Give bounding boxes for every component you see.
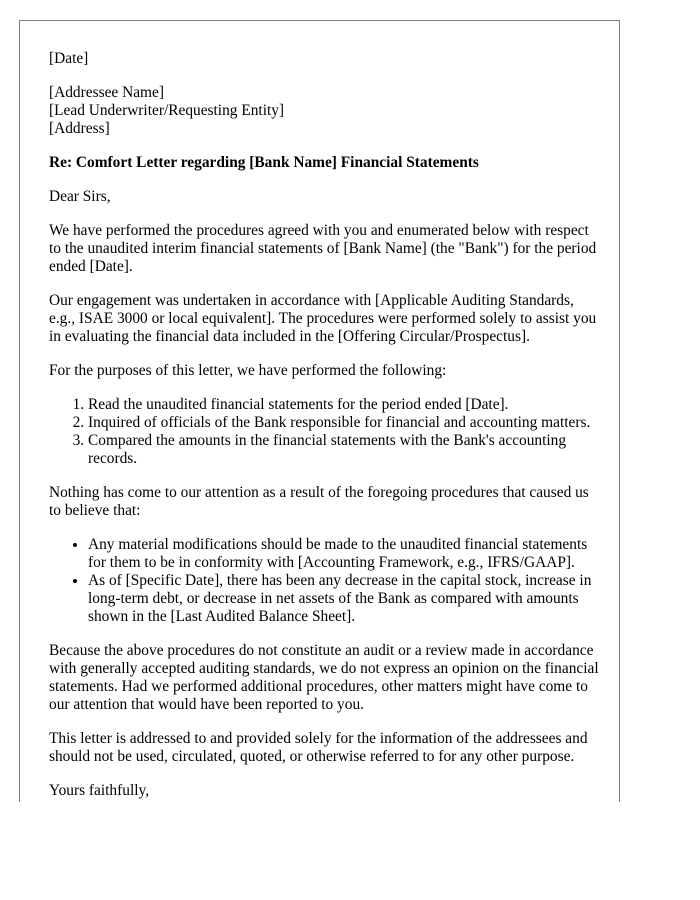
- procedures-intro: For the purposes of this letter, we have performed the following:: [49, 362, 447, 379]
- findings-intro: Nothing has come to our attention as a result of the foregoing procedures that caused us to believe that:: [49, 484, 589, 519]
- salutation: Dear Sirs,: [49, 188, 111, 205]
- intro-paragraph: We have performed the procedures agreed with you and enumerated below with respect to the unaudited interim financial statements of [Bank Name] (the "Bank") for the period ended [Date].: [49, 222, 597, 275]
- closing-line: Yours faithfully,: [49, 782, 150, 799]
- finding-item: • Any material modifications should be made to the unaudited financial statements for them to be in conformity with [Accounting Framework, e.g., IFRS/GAAP].: [88, 536, 599, 572]
- finding-item: • As of [Specific Date], there has been any decrease in the capital stock, increase in long-term debt, or decrease in net assets of the Bank as compared with amounts shown in the [Last Audited Balance Sheet].: [88, 572, 599, 626]
- procedure-item: 1. Read the unaudited financial statements for the period ended [Date].: [88, 396, 599, 414]
- restriction-paragraph: This letter is addressed to and provided solely for the information of the addressees and should not be used, circulated, quoted, or otherwise referred to for any other purpose.: [49, 730, 588, 765]
- addressee-entity: [Lead Underwriter/Requesting Entity]: [49, 102, 285, 119]
- engagement-paragraph: Our engagement was undertaken in accordance with [Applicable Auditing Standards, e.g., ISAE 3000 or local equivalent]. The procedures were performed solely to assist you in evaluating the financial data included in the [Offering Circular/Prospectus].: [49, 292, 597, 345]
- letter-page: [19, 20, 620, 802]
- procedure-item: 2. Inquired of officials of the Bank responsible for financial and accounting matters.: [88, 414, 599, 432]
- procedure-item: 3. Compared the amounts in the financial statements with the Bank's accounting records.: [88, 432, 599, 468]
- findings-list: [49, 536, 599, 626]
- letter-date: [Date]: [49, 50, 89, 67]
- subject-line: Re: Comfort Letter regarding [Bank Name] Financial Statements: [49, 154, 479, 171]
- addressee-name: [Addressee Name]: [49, 84, 164, 101]
- disclaimer-paragraph: Because the above procedures do not constitute an audit or a review made in accordance with generally accepted auditing standards, we do not express an opinion on the financial statements. Had we performed additional procedures, other matters might have come to our attention that would have been reported to you.: [49, 642, 599, 713]
- addressee-address: [Address]: [49, 120, 110, 137]
- procedures-list: [49, 396, 599, 468]
- addressee-block: [49, 84, 599, 138]
